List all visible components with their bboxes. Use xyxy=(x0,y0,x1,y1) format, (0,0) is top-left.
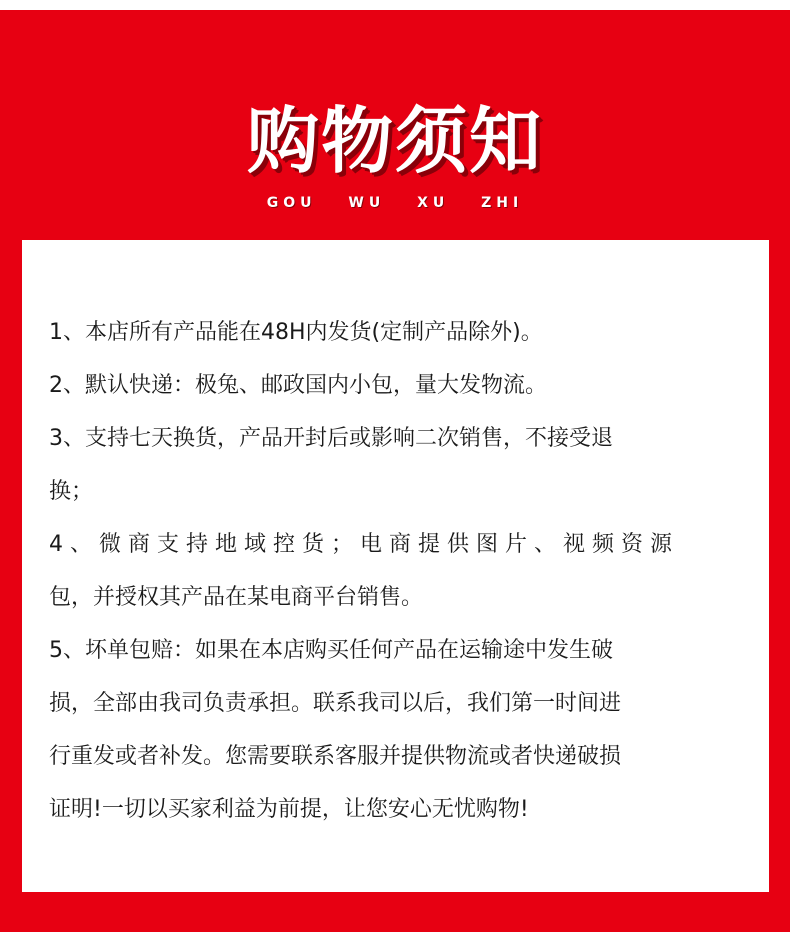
notice-line: 1、本店所有产品能在48H内发货(定制产品除外)。 xyxy=(49,320,543,345)
page-subtitle: GOU WU XU ZHI xyxy=(266,195,524,211)
notice-line: 5、坏单包赔：如果在本店购买任何产品在运输途中发生破 xyxy=(49,638,613,663)
notice-item-1 xyxy=(49,306,739,359)
notice-line: 3、支持七天换货，产品开封后或影响二次销售，不接受退 xyxy=(49,426,613,451)
notice-item-4 xyxy=(49,518,739,624)
notice-line: 换； xyxy=(49,479,94,504)
notice-item-2 xyxy=(49,359,739,412)
notice-line: 损，全部由我司负责承担。联系我司以后，我们第一时间进 xyxy=(49,691,622,716)
page-title: 购物须知 xyxy=(246,98,543,183)
notice-line: 4、微商支持地域控货；电商提供图片、视频资源 xyxy=(49,532,679,557)
notice-line: 包，并授权其产品在某电商平台销售。 xyxy=(49,585,424,610)
notice-list xyxy=(49,306,739,836)
notice-line: 行重发或者补发。您需要联系客服并提供物流或者快递破损 xyxy=(49,744,622,769)
notice-item-5 xyxy=(49,624,739,836)
notice-line: 2、默认快递：极兔、邮政国内小包，量大发物流。 xyxy=(49,373,547,398)
notice-panel xyxy=(22,240,769,892)
notice-item-3 xyxy=(49,412,739,518)
notice-line: 证明!一切以买家利益为前提，让您安心无忧购物! xyxy=(49,797,529,822)
